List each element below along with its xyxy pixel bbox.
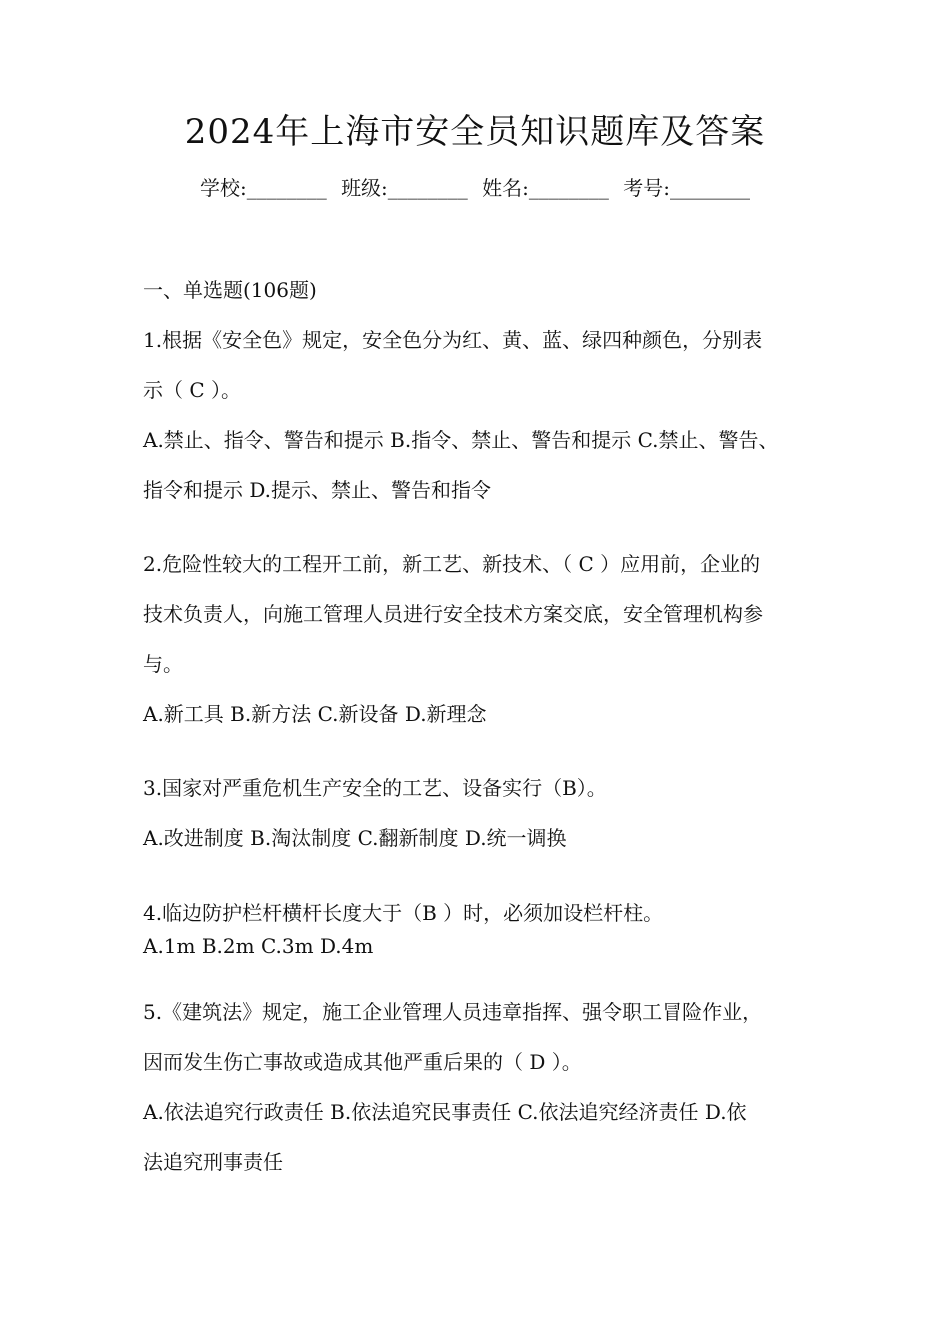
exam-number-field: 考号:________ (623, 176, 751, 200)
name-field: 姓名:________ (482, 176, 609, 200)
document-title: 2024年上海市安全员知识题库及答案 (184, 112, 766, 152)
question-5-stem-line: 因而发生伤亡事故或造成其他严重后果的（ D ）。 (143, 1050, 582, 1074)
question-4-option-line: A.1m B.2m C.3m D.4m (143, 934, 374, 958)
question-1-option-line: 指令和提示 D.提示、禁止、警告和指令 (143, 478, 492, 502)
question-2-stem-line: 2.危险性较大的工程开工前，新工艺、新技术、（ C ）应用前，企业的 (143, 552, 761, 576)
section-heading: 一、单选题(106题) (143, 278, 317, 302)
question-5-option-line: A.依法追究行政责任 B.依法追究民事责任 C.依法追究经济责任 D.依 (143, 1100, 747, 1124)
question-1-option-line: A.禁止、指令、警告和提示 B.指令、禁止、警告和提示 C.禁止、警告、 (143, 428, 779, 452)
question-3-stem-line: 3.国家对严重危机生产安全的工艺、设备实行（B）。 (143, 776, 607, 800)
question-4-stem-line: 4.临边防护栏杆横杆长度大于（B ）时，必须加设栏杆柱。 (143, 901, 664, 925)
class-field: 班级:________ (341, 176, 468, 200)
question-5-option-line: 法追究刑事责任 (143, 1150, 283, 1174)
question-2-stem-line: 与。 (143, 652, 183, 676)
question-2-option-line: A.新工具 B.新方法 C.新设备 D.新理念 (143, 702, 487, 726)
question-3-option-line: A.改进制度 B.淘汰制度 C.翻新制度 D.统一调换 (143, 826, 567, 850)
student-info-line (0, 172, 950, 201)
question-2-stem-line: 技术负责人，向施工管理人员进行安全技术方案交底，安全管理机构参 (143, 602, 763, 626)
question-1-stem-line: 示（ C ）。 (143, 378, 242, 402)
question-5-stem-line: 5.《建筑法》规定，施工企业管理人员违章指挥、强令职工冒险作业， (143, 1000, 763, 1024)
school-field: 学校:________ (199, 176, 327, 200)
question-1-stem-line: 1.根据《安全色》规定，安全色分为红、黄、蓝、绿四种颜色，分别表 (143, 328, 763, 352)
